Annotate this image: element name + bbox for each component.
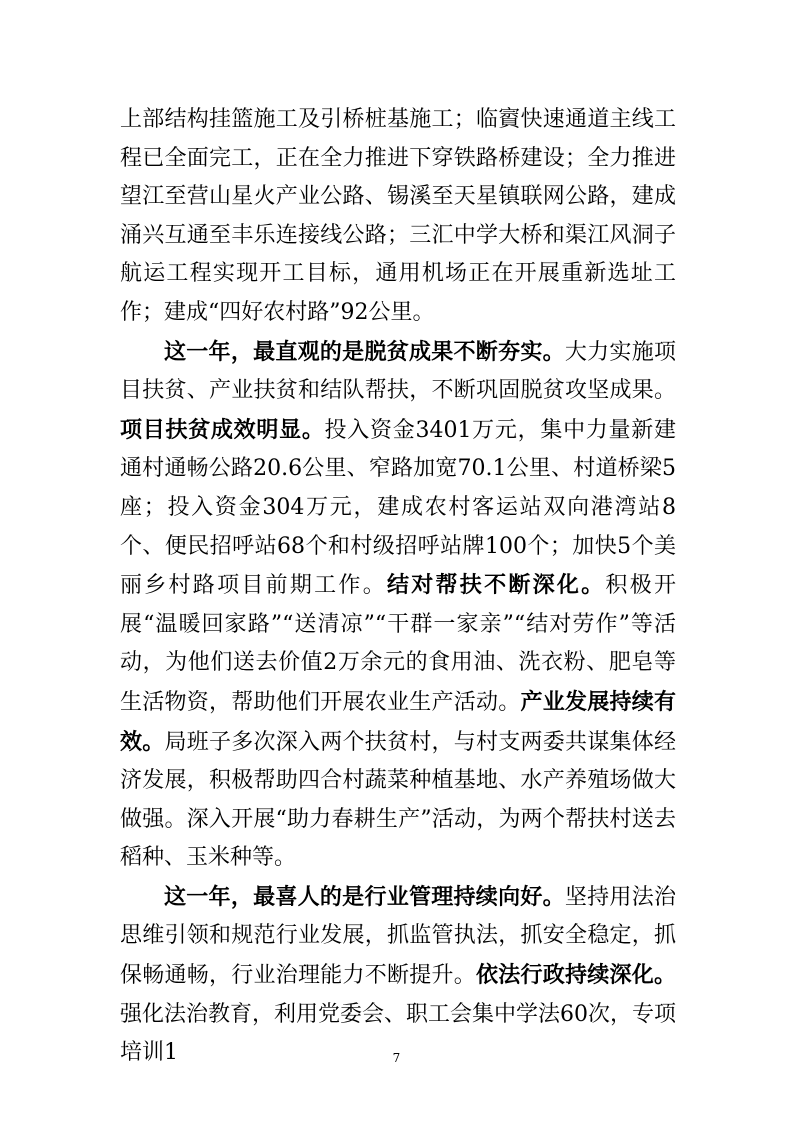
body-text: 大力实施项目扶贫、产业扶贫和结队帮扶，不断巩固脱贫攻坚成果。 [120,339,676,404]
bold-heading-text: 这一年，最直观的是脱贫成果不断夯实。 [164,338,565,365]
body-text: 上部结构挂篮施工及引桥桩基施工；临賨快速通道主线工程已全面完工，正在全力推进下穿铁路桥建设；全力推进望江至营山星火产业公路、锡溪至天星镇联网公路，建成涌兴互通至丰乐连接线公路；三汇中学大桥和渠江风洞子航运工程实现开工目标，通用机场正在开展重新选址工作；建成“四好农村路”92公里。 [120,107,676,325]
bold-heading-text: 这一年，最喜人的是行业管理持续向好。 [164,883,565,910]
paragraph [120,878,676,1073]
bold-heading-text: 项目扶贫成效明显。 [120,416,325,443]
paragraph [120,101,676,333]
paragraph [120,333,676,878]
body-text: 局班子多次深入两个扶贫村，与村支两委共谋集体经济发展，积极帮助四合村蔬菜种植基地、水产养殖场做大做强。深入开展“助力春耕生产”活动，为两个帮扶村送去稻种、玉米种等。 [120,729,676,871]
body-text: 投入资金3401万元，集中力量新建通村通畅公路20.6公里、窄路加宽70.1公里、村道桥梁5座；投入资金304万元，建成农村客运站双向港湾站8个、便民招呼站68个和村级招呼站牌100个；加快5个美丽乡村路项目前期工作。 [120,417,676,599]
bold-heading-text: 结对帮扶不断深化。 [386,572,606,599]
bold-heading-text: 产业发展持续有效。 [120,688,676,755]
bold-heading-text: 依法行政持续深化。 [475,962,676,989]
body-text: 强化法治教育，利用党委会、职工会集中学法60次，专项培训1 [120,1001,676,1066]
body-text: 坚持用法治思维引领和规范行业发展，抓监管执法，抓安全稳定，抓保畅通畅，行业治理能力不断提升。 [120,884,676,989]
body-text: 积极开展“温暖回家路”“送清凉”“干群一家亲”“结对劳作”等活动，为他们送去价值2万余元的食用油、洗衣粉、肥皂等生活物资，帮助他们开展农业生产活动。 [120,573,676,715]
page-number: 7 [392,1051,401,1065]
document-body [120,101,676,1073]
